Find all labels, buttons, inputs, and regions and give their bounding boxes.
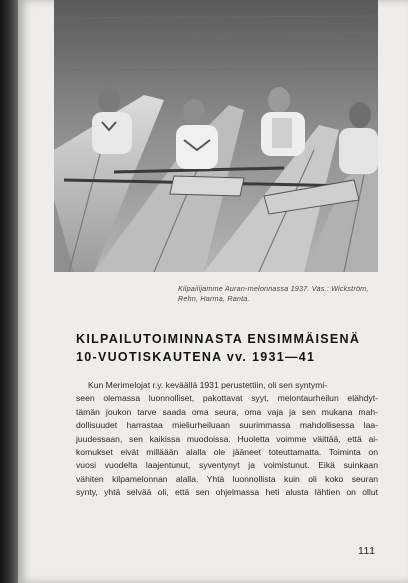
body-line: synty, yhtä selvää oli, että sen ohjelmassa heti alusta lähtien on ollut (76, 487, 378, 498)
body-line: dollisuudet harrastaa mieliurheiluaan suurimmassa mahdollisessa laa- (76, 420, 378, 431)
body-line: vuosi vuodelta laajentunut, syventynyt ja voimistunut. Eikä suinkaan (76, 460, 378, 471)
body-paragraph (76, 379, 378, 500)
photo-caption (178, 284, 388, 304)
heading-line: 10-VUOTISKAUTENA vv. 1931—41 (76, 350, 316, 364)
body-line: juudessaan, sen kaikissa muodoissa. Huoletta voimme väittää, että ai- (76, 433, 378, 444)
caption-line: Rehn, Harma, Ranta. (178, 294, 250, 303)
section-heading (76, 330, 386, 366)
book-page (18, 0, 408, 583)
kayak-team-photo (54, 0, 378, 272)
body-line: komukset eivät milläään alalla ole jääneet toteuttamatta. Toiminta on (76, 447, 378, 458)
page-number: 111 (358, 545, 376, 557)
body-line: Kun Merimelojat r.y. keväällä 1931 perustettiin, oli sen syntymi- (88, 380, 328, 390)
body-line: vähiten kilpamelonnan alalla. Yhtä luonnollista kuin oli koko seuran (76, 473, 378, 484)
book-gutter (0, 0, 18, 583)
body-line: tämän joukon tarve saada oma seura, oma vaja ja sen mukana mah- (76, 406, 378, 417)
body-line: seen olemassa luonnolliset, pakottavat syyt, melontaurheilun elähdyt- (76, 393, 378, 404)
caption-line: Kilpailijamme Auran-melonnassa 1937. Vas.: Wickström, (178, 284, 369, 293)
heading-line: KILPAILUTOIMINNASTA ENSIMMÄISENÄ (76, 332, 361, 346)
